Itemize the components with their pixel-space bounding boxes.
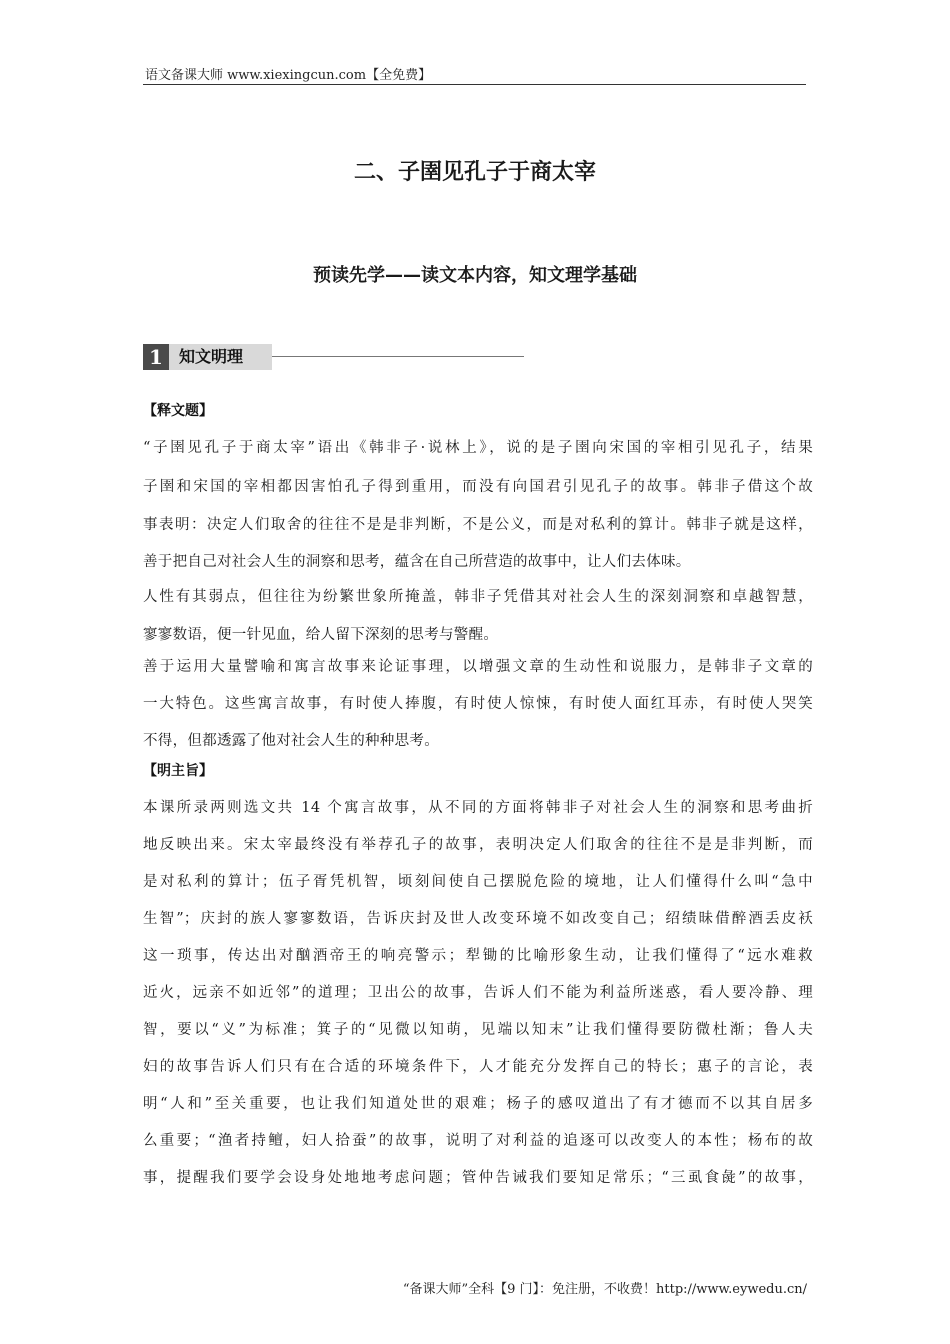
- paragraph-line: 事表明：决定人们取舍的往往不是是非判断，不是公义，而是对私利的算计。韩非子就是这样，: [143, 517, 813, 533]
- paragraph-line: “子圉见孔子于商太宰”语出《韩非子·说林上》，说的是子圉向宋国的宰相引见孔子，结果: [143, 440, 813, 456]
- page-footer: “备课大师”全科【9 门】：免注册，不收费！http://www.eywedu.cn/: [402, 1282, 807, 1297]
- label-ming-zhu-zhi: 【明主旨】: [143, 763, 213, 779]
- section-rule: [272, 356, 524, 357]
- paragraph-line: 本课所录两则选文共 14 个寓言故事，从不同的方面将韩非子对社会人生的洞察和思考曲折: [143, 800, 813, 816]
- paragraph-line: 么重要；“渔者持鳣，妇人拾蚕”的故事，说明了对利益的追逐可以改变人的本性；杨布的故: [143, 1133, 813, 1149]
- paragraph-line: 子圉和宋国的宰相都因害怕孔子得到重用，而没有向国君引见孔子的故事。韩非子借这个故: [143, 479, 813, 495]
- section-number: 1: [143, 344, 169, 370]
- section-heading: [143, 344, 272, 370]
- page-subtitle: 预读先学——读文本内容，知文理学基础: [313, 265, 637, 286]
- paragraph-line: 智，要以“义”为标准；箕子的“见微以知萌，见端以知末”让我们懂得要防微杜渐；鲁人夫: [143, 1022, 813, 1038]
- paragraph-line: 近火，远亲不如近邻”的道理；卫出公的故事，告诉人们不能为利益所迷惑，看人要冷静、理: [143, 985, 813, 1001]
- page-header: 语文备课大师 www.xiexingcun.com【全免费】: [145, 68, 432, 83]
- section-label: 知文明理: [179, 347, 244, 366]
- page-title: 二、子圉见孔子于商太宰: [353, 160, 596, 185]
- paragraph-line: 不得，但都透露了他对社会人生的种种思考。: [143, 733, 439, 749]
- paragraph-line: 生智”；庆封的族人寥寥数语，告诉庆封及世人改变环境不如改变自己；绍绩昧借醉酒丢皮袄: [143, 911, 813, 927]
- header-rule: [143, 84, 806, 85]
- paragraph-line: 妇的故事告诉人们只有在合适的环境条件下，人才能充分发挥自己的特长；惠子的言论，表: [143, 1059, 813, 1075]
- paragraph-line: 一大特色。这些寓言故事，有时使人捧腹，有时使人惊悚，有时使人面红耳赤，有时使人哭笑: [143, 696, 813, 712]
- paragraph-line: 寥寥数语，便一针见血，给人留下深刻的思考与警醒。: [143, 627, 499, 643]
- paragraph-line: 人性有其弱点，但往往为纷繁世象所掩盖，韩非子凭借其对社会人生的深刻洞察和卓越智慧，: [143, 589, 813, 605]
- paragraph-line: 地反映出来。宋太宰最终没有举荐孔子的故事，表明决定人们取舍的往往不是是非判断，而: [143, 837, 813, 853]
- paragraph-line: 明“人和”至关重要，也让我们知道处世的艰难；杨子的感叹道出了有才德而不以其自居多: [143, 1096, 813, 1112]
- label-shi-wen-ti: 【释文题】: [143, 403, 213, 419]
- paragraph-line: 善于运用大量譬喻和寓言故事来论证事理，以增强文章的生动性和说服力，是韩非子文章的: [143, 659, 813, 675]
- paragraph-line: 事，提醒我们要学会设身处地地考虑问题；管仲告诫我们要知足常乐；“三虱食彘”的故事，: [143, 1170, 813, 1186]
- paragraph-line: 这一琐事，传达出对酗酒帝王的响亮警示；犁锄的比喻形象生动，让我们懂得了“远水难救: [143, 948, 813, 964]
- paragraph-line: 是对私利的算计；伍子胥凭机智，顷刻间使自己摆脱危险的境地，让人们懂得什么叫“急中: [143, 874, 813, 890]
- paragraph-line: 善于把自己对社会人生的洞察和思考，蕴含在自己所营造的故事中，让人们去体味。: [143, 554, 691, 570]
